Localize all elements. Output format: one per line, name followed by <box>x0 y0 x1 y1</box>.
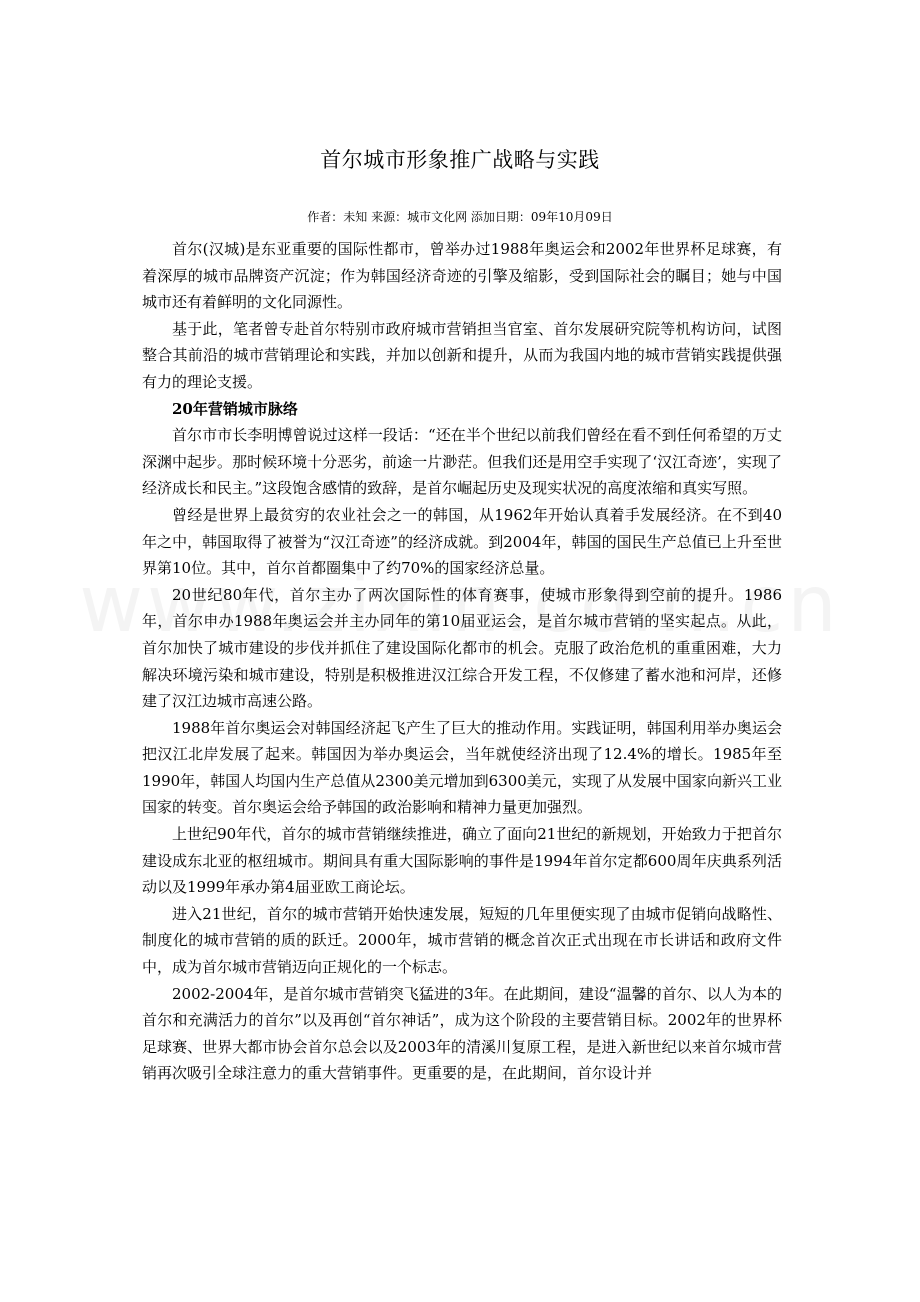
article-meta: 作者：未知 来源：城市文化网 添加日期：09年10月09日 <box>307 210 613 224</box>
paragraph: 进入21世纪，首尔的城市营销开始快速发展，短短的几年里便实现了由城市促销向战略性、制度化的城市营销的质的跃迁。2000年，城市营销的概念首次正式出现在市长讲话和政府文件中，成为首尔城市营销迈向正规化的一个标志。 <box>142 904 782 977</box>
paragraph: 上世纪90年代，首尔的城市营销继续推进，确立了面向21世纪的新规划，开始致力于把首尔建设成东北亚的枢纽城市。期间具有重大国际影响的事件是1994年首尔定都600周年庆典系列活动以及1999年承办第4届亚欧工商论坛。 <box>142 825 782 897</box>
article-body <box>142 236 782 1087</box>
paragraph: 首尔市市长李明博曾说过这样一段话：“还在半个世纪以前我们曾经在看不到任何希望的万丈深渊中起步。那时候环境十分恶劣，前途一片渺茫。但我们还是用空手实现了‘汉江奇迹’，实现了经济成长和民主。”这段饱含感情的致辞，是首尔崛起历史及现实状况的高度浓缩和真实写照。 <box>142 426 782 498</box>
document-title: 首尔城市形象推广战略与实践 <box>320 148 600 172</box>
section-heading: 20年营销城市脉络 <box>172 399 298 418</box>
paragraph: 2002-2004年，是首尔城市营销突飞猛进的3年。在此期间，建设“温馨的首尔、以人为本的首尔和充满活力的首尔”以及再创“首尔神话”，成为这个阶段的主要营销目标。2002年的世界杯足球赛、世界大都市协会首尔总会以及2003年的清溪川复原工程，是进入新世纪以来首尔城市营销再次吸引全球注意力的重大营销事件。更重要的是，在此期间，首尔设计并 <box>142 984 782 1083</box>
paragraph: 20世纪80年代，首尔主办了两次国际性的体育赛事，使城市形象得到空前的提升。1986年，首尔申办1988年奥运会并主办同年的第10届亚运会，是首尔城市营销的坚实起点。从此，首尔加快了城市建设的步伐并抓住了建设国际化都市的机会。克服了政治危机的重重困难，大力解决环境污染和城市建设，特别是积极推进汉江综合开发工程，不仅修建了蓄水池和河岸，还修建了汉江边城市高速公路。 <box>142 585 782 711</box>
paragraph: 1988年首尔奥运会对韩国经济起飞产生了巨大的推动作用。实践证明，韩国利用举办奥运会把汉江北岸发展了起来。韩国因为举办奥运会，当年就使经济出现了12.4%的增长。1985年至1990年，韩国人均国内生产总值从2300美元增加到6300美元，实现了从发展中国家向新兴工业国家的转变。首尔奥运会给予韩国的政治影响和精神力量更加强烈。 <box>142 718 782 817</box>
paragraph: 曾经是世界上最贫穷的农业社会之一的韩国，从1962年开始认真着手发展经济。在不到40年之中，韩国取得了被誉为“汉江奇迹”的经济成就。到2004年，韩国的国民生产总值已上升至世界第10位。其中，首尔首都圈集中了约70%的国家经济总量。 <box>142 505 782 578</box>
paragraph: 首尔(汉城)是东亚重要的国际性都市，曾举办过1988年奥运会和2002年世界杯足球赛，有着深厚的城市品牌资产沉淀；作为韩国经济奇迹的引擎及缩影，受到国际社会的瞩目；她与中国城市还有着鲜明的文化同源性。 <box>142 240 782 312</box>
paragraph: 基于此，笔者曾专赴首尔特别市政府城市营销担当官室、首尔发展研究院等机构访问，试图整合其前沿的城市营销理论和实践，并加以创新和提升，从而为我国内地的城市营销实践提供强有力的理论支援。 <box>142 319 782 391</box>
